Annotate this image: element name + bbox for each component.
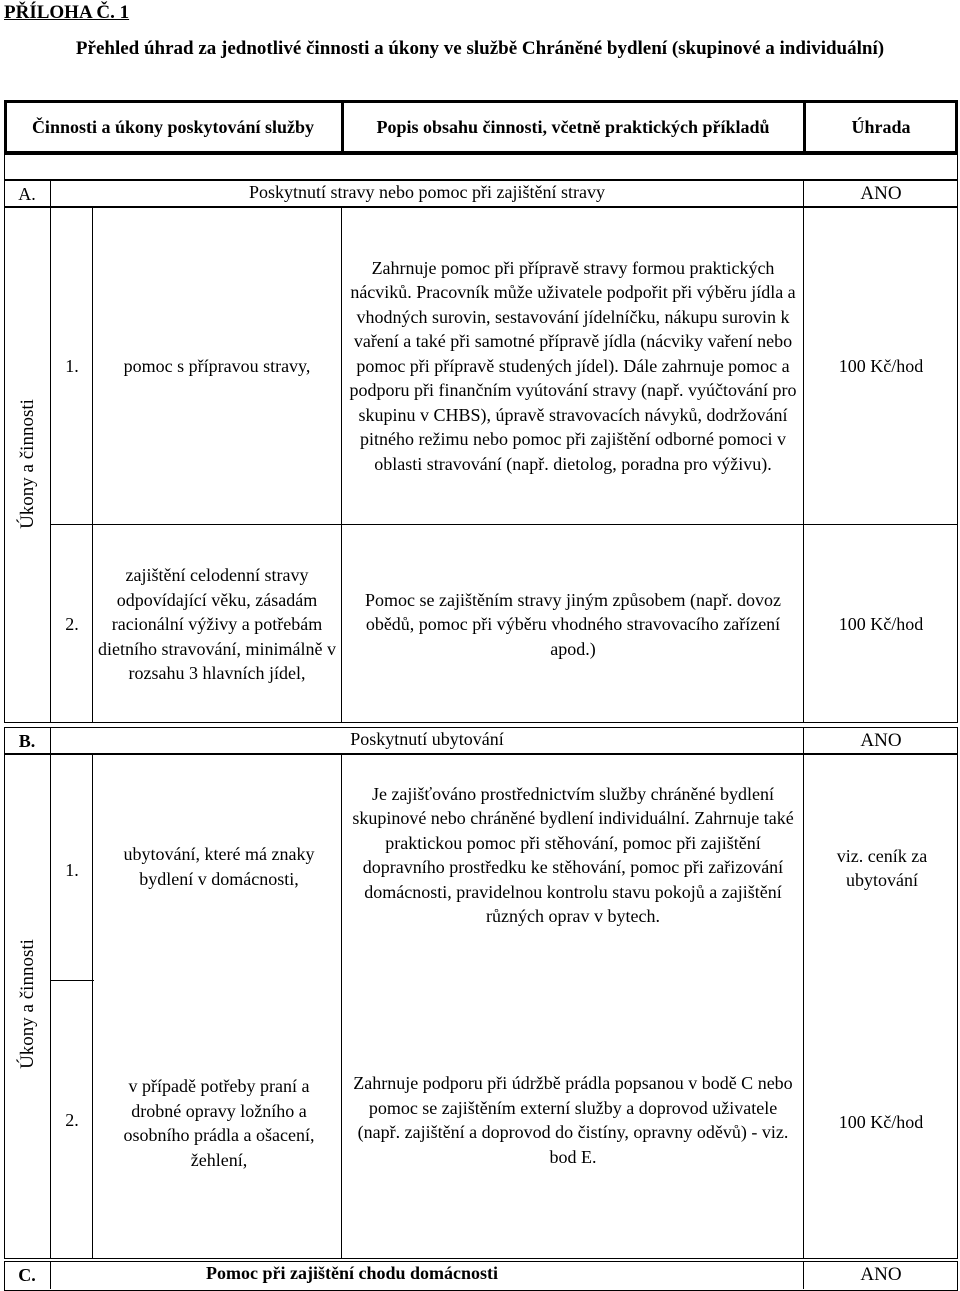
section-b-title: Poskytnutí ubytování	[350, 728, 504, 749]
annex-title: PŘÍLOHA Č. 1	[4, 2, 130, 23]
section-a-title: Poskytnutí stravy nebo pomoc při zajištění stravy	[249, 181, 605, 202]
document-title: Přehled úhrad za jednotlivé činnosti a úkony ve službě Chráněné bydlení (skupinové a individuální)	[75, 38, 885, 59]
section-b-row-1-number: 1.	[65, 859, 79, 880]
section-a-row-1-activity: pomoc s přípravou stravy,	[123, 355, 311, 376]
section-b-row-1-activity: ubytování, které má znaky bydlení v domácnosti,	[123, 844, 315, 889]
section-b-row-2-activity: v případě potřeby praní a drobné opravy ložního a osobního prádla a ošacení, žehlení,	[123, 1076, 315, 1170]
section-c-letter: C.	[18, 1264, 36, 1285]
section-a-row-2-description: Pomoc se zajištěním stravy jiným způsobem (např. dovoz obědů, pomoc při výběru vhodného stravovacího zařízení apod.)	[365, 589, 781, 659]
header-description: Popis obsahu činnosti, včetně praktických příkladů	[376, 116, 770, 137]
section-b-letter: B.	[18, 730, 36, 751]
section-c-title: Pomoc při zajištění chodu domácnosti	[206, 1262, 498, 1283]
section-b-row-2-price: 100 Kč/hod	[838, 1111, 924, 1132]
section-a-row-1-description: Zahrnuje pomoc při přípravě stravy formou praktických nácviků. Pracovník může uživatele podpořit při výběru jídla a vhodných surovin, sestavování jídelníčku, nákupu surovin k vaření a také při samotné přípravě jídla (nácviky vaření nebo pomoc při přípravě studených jídel). Dále zahrnuje pomoc a podporu při finančním vyútování stravy (např. vyúčtování pro skupinu v CHBS), úpravě stravovacích návyků, dodržování pitného režimu nebo pomoc při zajištění odborné pomoci v oblasti stravování (např. dietolog, poradna pro výživu).	[349, 257, 797, 474]
section-a-row-2-price: 100 Kč/hod	[838, 614, 924, 635]
header-activities: Činnosti a úkony poskytování služby	[31, 116, 315, 137]
section-b-flag: ANO	[860, 730, 902, 751]
section-a-row-1-number: 1.	[65, 355, 79, 376]
spacer-row	[4, 154, 958, 180]
section-a-row-1-price: 100 Kč/hod	[838, 355, 924, 376]
section-a-side-label: Úkony a činnosti	[17, 399, 38, 529]
section-b-side-label: Úkony a činnosti	[17, 939, 38, 1069]
header-payment: Úhrada	[851, 116, 911, 137]
section-b-row-1-description: Je zajišťováno prostřednictvím služby chráněné bydlení skupinové nebo chráněné bydlení individuální. Zahrnuje také praktickou pomoc při stěhování, pomoc při zajištění dopravního prostředku ke stěhování, pomoc při zařizování domácnosti, pravidelnou kontrolu stavu pokojů a zajištění různých oprav v bytech.	[352, 783, 794, 926]
section-a-letter: A.	[18, 183, 36, 204]
section-b-row-2-number: 2.	[65, 1109, 79, 1130]
section-a-flag: ANO	[860, 183, 902, 204]
section-b-row-1-price: viz. ceník za ubytování	[836, 845, 928, 890]
section-a-row-2-number: 2.	[65, 614, 79, 635]
section-b-row-2-description: Zahrnuje podporu při údržbě prádla popsanou v bodě C nebo pomoc se zajištěním externí služby a doprovod uživatele (např. zajištění a doprovod do čistíny, opravny oděvů) - viz. bod E.	[353, 1073, 793, 1167]
section-a-row-2-activity: zajištění celodenní stravy odpovídající věku, zásadám racionální výživy a potřebám dietního stravování, minimálně v rozsahu 3 hlavních jídel,	[98, 565, 336, 684]
section-c-flag: ANO	[860, 1264, 902, 1285]
